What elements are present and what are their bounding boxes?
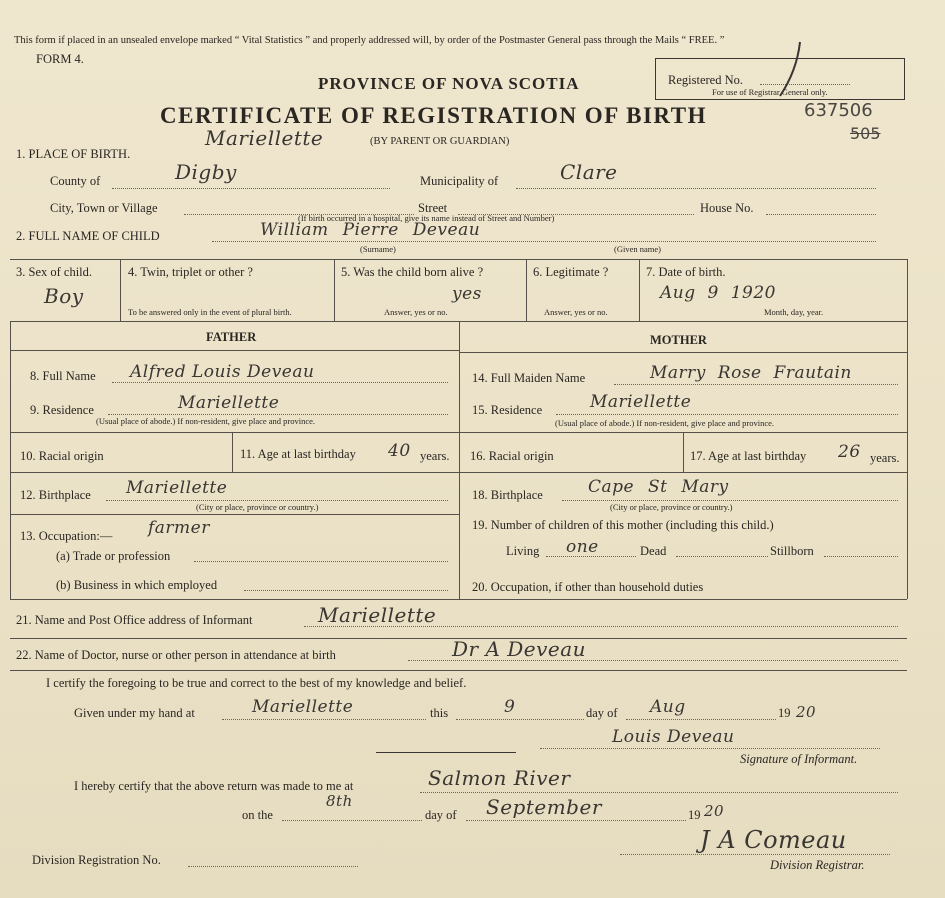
mother-age-value: 26 (838, 442, 861, 462)
page-subtitle: (BY PARENT OR GUARDIAN) (370, 136, 510, 147)
registrar-signature: J A Comeau (700, 826, 847, 854)
doctor-value: Dr A Deveau (452, 637, 587, 661)
mother-heading: MOTHER (650, 333, 707, 347)
registrar-year-value: 20 (704, 802, 725, 820)
given-under-label: Given under my hand at (74, 706, 195, 720)
father-residence-label: 9. Residence (30, 403, 94, 417)
father-residence-value: Mariellette (178, 393, 280, 413)
date-of-birth-note: Month, day, year. (764, 307, 824, 317)
legitimate-label: 6. Legitimate ? (533, 265, 609, 279)
mother-age-label: 17. Age at last birthday (690, 449, 807, 463)
father-business-label: (b) Business in which employed (56, 578, 218, 592)
mother-years-label: years. (870, 451, 900, 465)
registrar-month-value: September (486, 795, 602, 819)
given-day-value: 9 (504, 697, 516, 717)
father-birthplace-label: 12. Birthplace (20, 488, 91, 502)
mother-birthplace-note: (City or place, province or country.) (610, 502, 733, 512)
mother-dead-label: Dead (640, 544, 667, 558)
date-of-birth-label: 7. Date of birth. (646, 265, 726, 279)
child-name-value: William Pierre Deveau (260, 220, 481, 240)
division-registration-label: Division Registration No. (32, 853, 161, 867)
city-label: City, Town or Village (50, 201, 158, 215)
mother-children-label: 19. Number of children of this mother (including this child.) (472, 518, 774, 532)
date-of-birth-value: Aug 9 1920 (660, 283, 776, 303)
child-name-label: 2. FULL NAME OF CHILD (16, 229, 160, 243)
municipality-label: Municipality of (420, 174, 499, 188)
twin-label: 4. Twin, triplet or other ? (128, 265, 253, 279)
mail-notice: This form if placed in an unsealed envelope marked “ Vital Statistics ” and properly addressed will, by order of the Postmaster General pass through the Mails “ FREE. ” (14, 35, 725, 46)
on-the-label: on the (242, 808, 273, 822)
certify-statement: I certify the foregoing to be true and correct to the best of my knowledge and belief. (46, 676, 467, 690)
informant-value: Mariellette (318, 603, 437, 627)
signature-caption: Signature of Informant. (740, 752, 858, 766)
registrar-year-prefix: 19 (688, 808, 701, 822)
mother-residence-note: (Usual place of abode.) If non-resident, give place and province. (555, 418, 775, 428)
registrar-statement: I hereby certify that the above return was made to me at (74, 779, 354, 793)
informant-label: 21. Name and Post Office address of Informant (16, 613, 253, 627)
year-prefix: 19 (778, 706, 791, 720)
mother-racial-label: 16. Racial origin (470, 449, 554, 463)
twin-note: To be answered only in the event of plural birth. (128, 307, 292, 317)
mother-maiden-label: 14. Full Maiden Name (472, 371, 586, 385)
this-label: this (430, 706, 449, 720)
father-racial-label: 10. Racial origin (20, 449, 104, 463)
mother-birthplace-value: Cape St Mary (588, 477, 729, 497)
registrar-day-of-label: day of (425, 808, 457, 822)
born-alive-label: 5. Was the child born alive ? (341, 265, 484, 279)
father-occupation-value: farmer (148, 518, 210, 538)
municipality-value: Clare (560, 160, 618, 184)
given-month-value: Aug (650, 697, 686, 717)
mother-occupation-label: 20. Occupation, if other than household duties (472, 580, 704, 594)
surname-note: (Surname) (360, 244, 396, 254)
county-value: Digby (175, 160, 237, 184)
father-occupation-label: 13. Occupation:— (20, 529, 113, 543)
given-year-value: 20 (796, 703, 817, 721)
registered-label: Registered No. (668, 73, 743, 87)
place-of-birth-value: Mariellette (205, 126, 324, 150)
registrar-slash-mark (770, 40, 810, 100)
father-birthplace-value: Mariellette (126, 478, 228, 498)
province-heading: PROVINCE OF NOVA SCOTIA (318, 74, 580, 93)
mother-residence-value: Mariellette (590, 392, 692, 412)
father-heading: FATHER (206, 330, 257, 344)
father-age-label: 11. Age at last birthday (240, 447, 356, 461)
father-name-value: Alfred Louis Deveau (130, 362, 315, 382)
hospital-note: (If birth occurred in a hospital, give its name instead of Street and Number) (298, 213, 555, 223)
form-number: FORM 4. (36, 52, 84, 66)
born-alive-note: Answer, yes or no. (384, 307, 448, 317)
father-trade-label: (a) Trade or profession (56, 549, 171, 563)
legitimate-note: Answer, yes or no. (544, 307, 608, 317)
mother-maiden-value: Marry Rose Frautain (650, 363, 852, 383)
doctor-label: 22. Name of Doctor, nurse or other person in attendance at birth (16, 648, 336, 662)
county-label: County of (50, 174, 101, 188)
given-place-value: Mariellette (252, 697, 354, 717)
street-label: Street (418, 201, 448, 215)
registered-number: 637506 (804, 100, 873, 121)
registrar-place-value: Salmon River (428, 766, 571, 790)
mother-residence-label: 15. Residence (472, 403, 543, 417)
father-birthplace-note: (City or place, province or country.) (196, 502, 319, 512)
father-age-value: 40 (388, 441, 411, 461)
registrar-day-value: 8th (326, 792, 353, 810)
given-name-note: (Given name) (614, 244, 661, 254)
house-label: House No. (700, 201, 754, 215)
sex-label: 3. Sex of child. (16, 265, 93, 279)
informant-signature: Louis Deveau (612, 727, 735, 747)
day-of-label: day of (586, 706, 618, 720)
mother-birthplace-label: 18. Birthplace (472, 488, 543, 502)
page-title: CERTIFICATE OF REGISTRATION OF BIRTH (160, 103, 707, 128)
sex-value: Boy (44, 284, 84, 308)
mother-stillborn-label: Stillborn (770, 544, 814, 558)
father-years-label: years. (420, 449, 450, 463)
division-registrar-caption: Division Registrar. (770, 858, 865, 872)
registered-note: For use of Registrar General only. (712, 87, 828, 97)
mother-living-value: one (566, 537, 599, 557)
struck-number: 505 (850, 124, 881, 143)
mother-living-label: Living (506, 544, 540, 558)
father-name-label: 8. Full Name (30, 369, 96, 383)
father-residence-note: (Usual place of abode.) If non-resident, give place and province. (96, 416, 316, 426)
place-of-birth-label: 1. PLACE OF BIRTH. (16, 147, 131, 161)
born-alive-value: yes (452, 284, 482, 304)
